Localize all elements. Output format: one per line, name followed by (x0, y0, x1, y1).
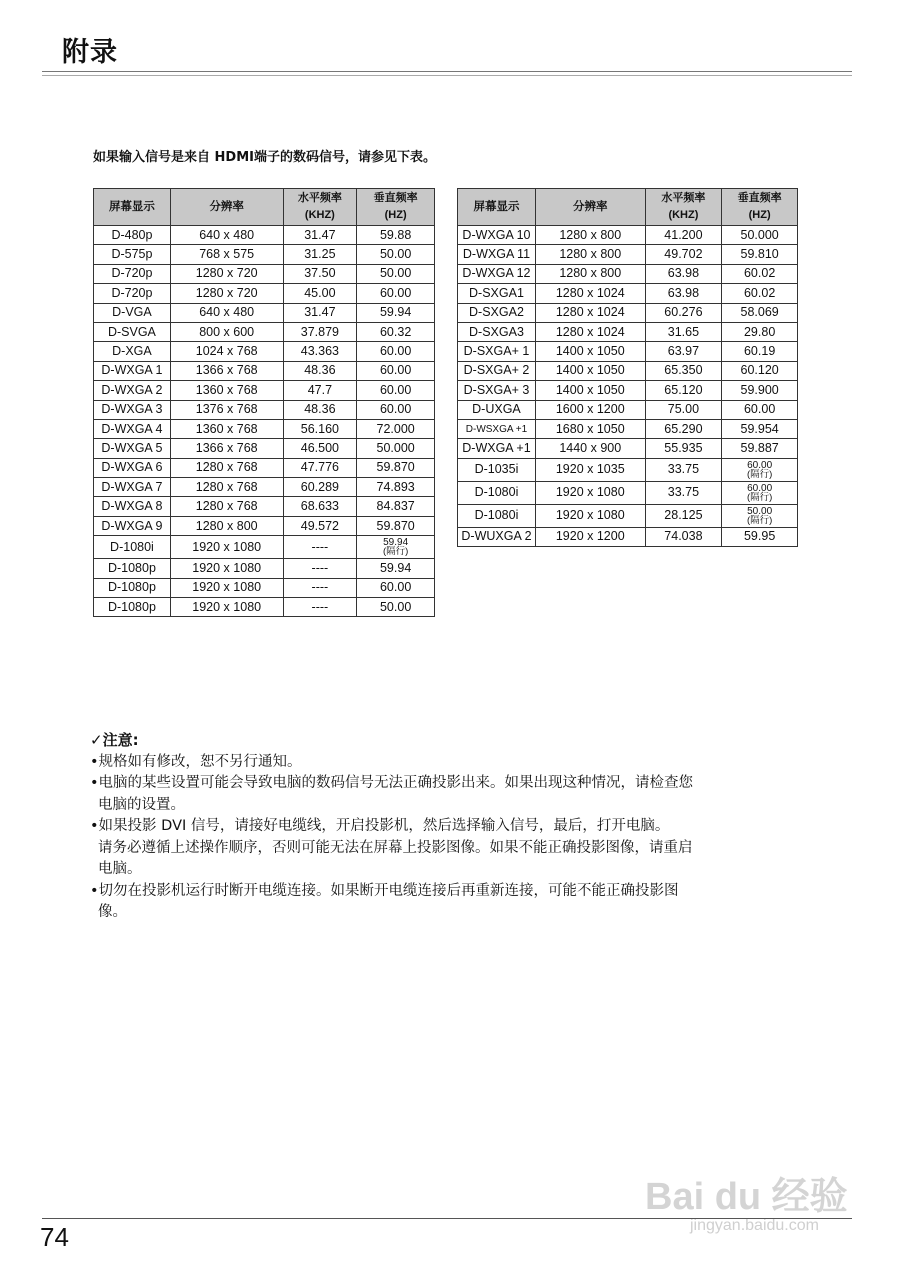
cell-h-freq: 45.00 (283, 284, 357, 303)
cell-resolution: 1376 x 768 (170, 400, 283, 419)
cell-h-freq: 31.47 (283, 303, 357, 322)
cell-h-freq: 63.97 (645, 342, 722, 361)
cell-h-freq: 65.290 (645, 419, 722, 438)
table-row (94, 303, 435, 322)
cell-h-freq: ---- (283, 536, 357, 559)
cell-v-freq: 59.870 (357, 516, 435, 535)
cell-display: D-1080p (94, 559, 171, 578)
cell-display: D-WXGA 12 (458, 264, 536, 283)
cell-resolution: 640 x 480 (170, 226, 283, 245)
cell-h-freq: 48.36 (283, 361, 357, 380)
cell-resolution: 1280 x 1024 (535, 284, 645, 303)
signal-table-left (93, 188, 435, 617)
cell-v-freq: 50.00 (357, 264, 435, 283)
table-row (94, 598, 435, 617)
cell-v-freq: 84.837 (357, 497, 435, 516)
cell-display: D-WXGA +1 (458, 439, 536, 458)
cell-display: D-WXGA 7 (94, 478, 171, 497)
cell-v-freq: 59.94 (隔行) (357, 536, 435, 559)
notes-section (90, 730, 810, 924)
cell-display: D-1080p (94, 578, 171, 597)
note-line: •如果投影 DVI 信号，请接好电缆线，开启投影机，然后选择输入信号，最后，打开电脑。 (90, 818, 670, 834)
cell-h-freq: 49.702 (645, 245, 722, 264)
table-row (458, 361, 798, 380)
cell-h-freq: 41.200 (645, 226, 722, 245)
cell-h-freq: 28.125 (645, 504, 722, 527)
header-resolution: 分辨率 (535, 189, 645, 226)
cell-v-freq: 60.02 (722, 264, 798, 283)
baidu-watermark-logo: Bai du 经验 jingyan.baidu.com (645, 1176, 848, 1234)
table-row (458, 481, 798, 504)
header-display: 屏幕显示 (94, 189, 171, 226)
cell-resolution: 1920 x 1080 (170, 578, 283, 597)
cell-resolution: 1360 x 768 (170, 381, 283, 400)
table-row (94, 497, 435, 516)
cell-h-freq: 65.120 (645, 381, 722, 400)
cell-v-freq: 50.000 (357, 439, 435, 458)
cell-v-freq: 60.00 (722, 400, 798, 419)
table-row (458, 504, 798, 527)
note-line: 电脑。 (98, 861, 142, 877)
cell-resolution: 1920 x 1080 (170, 536, 283, 559)
cell-v-freq: 59.954 (722, 419, 798, 438)
cell-h-freq: 33.75 (645, 458, 722, 481)
footer-divider (42, 1218, 852, 1219)
cell-h-freq: 33.75 (645, 481, 722, 504)
cell-h-freq: 31.65 (645, 322, 722, 341)
cell-v-freq: 60.00 (357, 400, 435, 419)
cell-v-freq: 60.120 (722, 361, 798, 380)
cell-resolution: 1366 x 768 (170, 361, 283, 380)
table-row (458, 303, 798, 322)
cell-v-freq: 60.02 (722, 284, 798, 303)
cell-resolution: 1440 x 900 (535, 439, 645, 458)
header-h-freq: 水平频率 (KHZ) (283, 189, 357, 226)
cell-v-freq: 60.00 (357, 342, 435, 361)
cell-display: D-WXGA 11 (458, 245, 536, 264)
cell-display: D-720p (94, 284, 171, 303)
cell-resolution: 1366 x 768 (170, 439, 283, 458)
cell-v-freq: 50.00 (隔行) (722, 504, 798, 527)
table-row (458, 381, 798, 400)
note-line: 请务必遵循上述操作顺序，否则可能无法在屏幕上投影图像。如果不能正确投影图像，请重启 (98, 839, 693, 856)
cell-h-freq: ---- (283, 598, 357, 617)
cell-display: D-SVGA (94, 322, 171, 341)
note-line: 电脑的设置。 (98, 796, 185, 813)
cell-display: D-WXGA 3 (94, 400, 171, 419)
cell-h-freq: 63.98 (645, 264, 722, 283)
cell-display: D-WXGA 1 (94, 361, 171, 380)
cell-display: D-WXGA 9 (94, 516, 171, 535)
cell-resolution: 1280 x 800 (170, 516, 283, 535)
table-row (458, 527, 798, 546)
header-resolution: 分辨率 (170, 189, 283, 226)
table-row (458, 400, 798, 419)
table-row (94, 226, 435, 245)
note-line: •切勿在投影机运行时断开电缆连接。如果断开电缆连接后再重新连接，可能不能正确投影图 (90, 882, 679, 899)
note-line: •规格如有修改，恕不另行通知。 (90, 753, 302, 770)
cell-h-freq: 75.00 (645, 400, 722, 419)
cell-h-freq: ---- (283, 559, 357, 578)
cell-resolution: 1920 x 1080 (170, 598, 283, 617)
table-row (458, 458, 798, 481)
table-row (94, 516, 435, 535)
header-divider-secondary (42, 75, 852, 76)
cell-display: D-1035i (458, 458, 536, 481)
cell-h-freq: 37.879 (283, 322, 357, 341)
cell-h-freq: 47.776 (283, 458, 357, 477)
table-row (94, 400, 435, 419)
notes-heading: ✓注意: (90, 731, 139, 749)
note-line: 像。 (98, 904, 127, 920)
cell-resolution: 1280 x 768 (170, 497, 283, 516)
table-row (94, 536, 435, 559)
header-h-freq: 水平频率 (KHZ) (645, 189, 722, 226)
cell-v-freq: 50.000 (722, 226, 798, 245)
table-row (458, 322, 798, 341)
cell-resolution: 1280 x 1024 (535, 303, 645, 322)
cell-h-freq: 55.935 (645, 439, 722, 458)
table-header-row (458, 189, 798, 226)
cell-resolution: 640 x 480 (170, 303, 283, 322)
cell-resolution: 1280 x 720 (170, 284, 283, 303)
note-line: •电脑的某些设置可能会导致电脑的数码信号无法正确投影出来。如果出现这种情况，请检查您 (90, 775, 694, 791)
cell-resolution: 1280 x 720 (170, 264, 283, 283)
cell-v-freq: 59.94 (357, 559, 435, 578)
cell-v-freq: 60.00 (357, 284, 435, 303)
header-v-freq: 垂直频率 (HZ) (722, 189, 798, 226)
cell-display: D-WXGA 4 (94, 419, 171, 438)
cell-display: D-SXGA1 (458, 284, 536, 303)
cell-v-freq: 50.00 (357, 245, 435, 264)
cell-h-freq: 31.25 (283, 245, 357, 264)
cell-display: D-SXGA+ 2 (458, 361, 536, 380)
header-v-freq: 垂直频率 (HZ) (357, 189, 435, 226)
cell-v-freq: 58.069 (722, 303, 798, 322)
cell-display: D-WXGA 6 (94, 458, 171, 477)
cell-display: D-SXGA3 (458, 322, 536, 341)
cell-display: D-WXGA 10 (458, 226, 536, 245)
cell-v-freq: 59.810 (722, 245, 798, 264)
page-title: 附录 (62, 37, 118, 68)
cell-display: D-575p (94, 245, 171, 264)
cell-v-freq: 74.893 (357, 478, 435, 497)
table-row (94, 439, 435, 458)
cell-resolution: 1360 x 768 (170, 419, 283, 438)
cell-resolution: 800 x 600 (170, 322, 283, 341)
cell-resolution: 1400 x 1050 (535, 361, 645, 380)
cell-h-freq: 60.289 (283, 478, 357, 497)
cell-display: D-WXGA 8 (94, 497, 171, 516)
table-row (458, 284, 798, 303)
cell-resolution: 1680 x 1050 (535, 419, 645, 438)
cell-resolution: 768 x 575 (170, 245, 283, 264)
cell-v-freq: 60.32 (357, 322, 435, 341)
cell-display: D-WXGA 5 (94, 439, 171, 458)
table-row (94, 458, 435, 477)
cell-v-freq: 60.00 (357, 578, 435, 597)
cell-resolution: 1920 x 1080 (170, 559, 283, 578)
cell-resolution: 1400 x 1050 (535, 381, 645, 400)
cell-v-freq: 59.88 (357, 226, 435, 245)
table-row (458, 342, 798, 361)
cell-v-freq: 60.00 (357, 381, 435, 400)
table-row (458, 245, 798, 264)
page-number: 74 (40, 1222, 69, 1252)
cell-resolution: 1920 x 1080 (535, 481, 645, 504)
cell-display: D-1080i (458, 504, 536, 527)
cell-resolution: 1024 x 768 (170, 342, 283, 361)
header-divider (42, 71, 852, 72)
cell-h-freq: 63.98 (645, 284, 722, 303)
table-row (458, 226, 798, 245)
cell-v-freq: 29.80 (722, 322, 798, 341)
cell-h-freq: 47.7 (283, 381, 357, 400)
table-row (458, 439, 798, 458)
cell-h-freq: 46.500 (283, 439, 357, 458)
cell-resolution: 1400 x 1050 (535, 342, 645, 361)
cell-resolution: 1280 x 800 (535, 226, 645, 245)
cell-display: D-SXGA+ 3 (458, 381, 536, 400)
cell-h-freq: 31.47 (283, 226, 357, 245)
cell-v-freq: 59.95 (722, 527, 798, 546)
cell-v-freq: 59.870 (357, 458, 435, 477)
cell-display: D-1080i (458, 481, 536, 504)
cell-resolution: 1600 x 1200 (535, 400, 645, 419)
table-row (94, 478, 435, 497)
cell-display: D-WUXGA 2 (458, 527, 536, 546)
table-header-row (94, 189, 435, 226)
cell-display: D-1080p (94, 598, 171, 617)
cell-v-freq: 72.000 (357, 419, 435, 438)
cell-resolution: 1280 x 1024 (535, 322, 645, 341)
table-row (94, 578, 435, 597)
table-row (94, 322, 435, 341)
cell-v-freq: 59.887 (722, 439, 798, 458)
cell-display: D-480p (94, 226, 171, 245)
table-row (94, 361, 435, 380)
cell-v-freq: 60.00 (357, 361, 435, 380)
cell-resolution: 1920 x 1200 (535, 527, 645, 546)
cell-h-freq: 74.038 (645, 527, 722, 546)
signal-table-right (457, 188, 798, 547)
table-row (94, 419, 435, 438)
cell-h-freq: 43.363 (283, 342, 357, 361)
cell-resolution: 1280 x 768 (170, 458, 283, 477)
cell-display: D-WXGA 2 (94, 381, 171, 400)
table-row (94, 559, 435, 578)
cell-resolution: 1920 x 1035 (535, 458, 645, 481)
cell-display: D-SXGA2 (458, 303, 536, 322)
table-row (94, 381, 435, 400)
cell-resolution: 1920 x 1080 (535, 504, 645, 527)
cell-display: D-SXGA+ 1 (458, 342, 536, 361)
cell-v-freq: 60.19 (722, 342, 798, 361)
cell-h-freq: 65.350 (645, 361, 722, 380)
cell-h-freq: 49.572 (283, 516, 357, 535)
intro-text: 如果输入信号是来自 HDMI端子的数码信号，请参见下表。 (93, 150, 436, 165)
header-display: 屏幕显示 (458, 189, 536, 226)
cell-display: D-1080i (94, 536, 171, 559)
cell-h-freq: 60.276 (645, 303, 722, 322)
cell-display: D-VGA (94, 303, 171, 322)
table-row (94, 284, 435, 303)
cell-h-freq: 56.160 (283, 419, 357, 438)
table-row (94, 245, 435, 264)
cell-display: D-720p (94, 264, 171, 283)
cell-v-freq: 60.00 (隔行) (722, 458, 798, 481)
cell-display: D-XGA (94, 342, 171, 361)
cell-h-freq: 37.50 (283, 264, 357, 283)
cell-display: D-UXGA (458, 400, 536, 419)
table-row (458, 419, 798, 438)
cell-v-freq: 50.00 (357, 598, 435, 617)
cell-v-freq: 60.00 (隔行) (722, 481, 798, 504)
table-row (458, 264, 798, 283)
cell-resolution: 1280 x 800 (535, 245, 645, 264)
table-row (94, 342, 435, 361)
cell-resolution: 1280 x 800 (535, 264, 645, 283)
table-row (94, 264, 435, 283)
cell-display: D-WSXGA +1 (458, 419, 536, 438)
cell-h-freq: 48.36 (283, 400, 357, 419)
cell-h-freq: ---- (283, 578, 357, 597)
cell-h-freq: 68.633 (283, 497, 357, 516)
cell-resolution: 1280 x 768 (170, 478, 283, 497)
cell-v-freq: 59.900 (722, 381, 798, 400)
cell-v-freq: 59.94 (357, 303, 435, 322)
